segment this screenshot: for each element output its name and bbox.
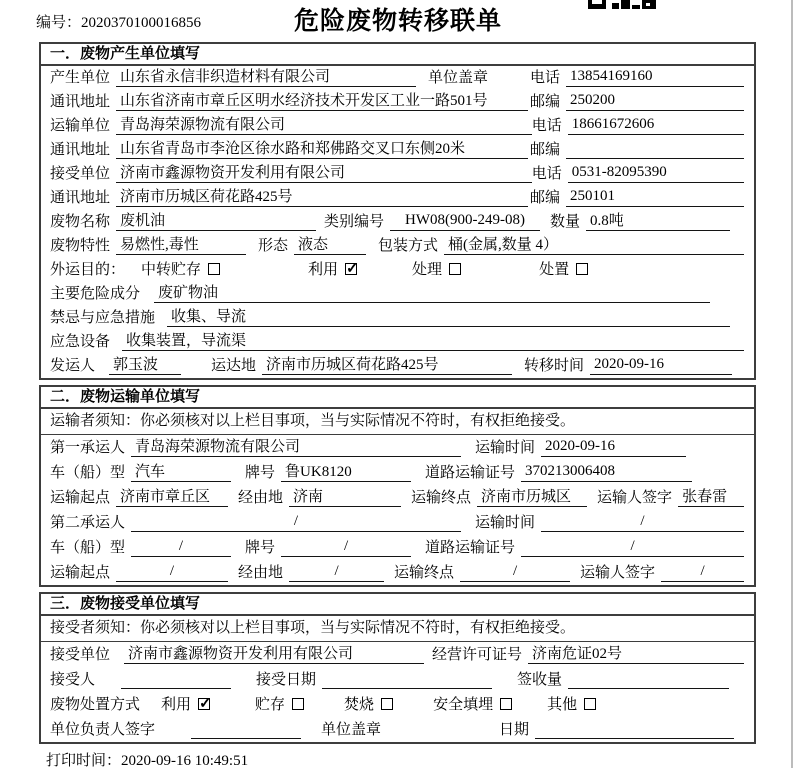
receiver-notice: 接受者须知：你必须核对以上栏目事项，当与实际情况不符时，有权拒绝接受。 bbox=[41, 616, 754, 642]
operate-license-label: 经营许可证号 bbox=[432, 647, 523, 663]
section-transporter-title: 二．废物运输单位填写 bbox=[41, 387, 754, 409]
row-waste-name bbox=[41, 210, 754, 234]
producer-zip-value: 250200 bbox=[566, 92, 744, 111]
origin2-label: 运输起点 bbox=[50, 565, 111, 581]
row-carrier2 bbox=[41, 510, 754, 535]
purpose-option-treat-label: 处理 bbox=[412, 262, 443, 278]
receive-date-label: 接受日期 bbox=[256, 672, 317, 688]
vehicle1-value: 汽车 bbox=[131, 460, 231, 482]
emergency-equipment-value: 收集装置，导流渠 bbox=[122, 329, 744, 351]
transport-address-label: 通讯地址 bbox=[50, 142, 111, 158]
transport-address-value: 山东省青岛市李沧区徐水路和郑佛路交叉口东侧20米 bbox=[116, 137, 528, 159]
category-value: HW08(900-249-08) bbox=[390, 212, 540, 231]
producer-phone-value: 13854169160 bbox=[566, 68, 744, 87]
producer-address-value: 山东省济南市章丘区明水经济技术开发区工业一路501号 bbox=[116, 89, 528, 111]
purpose-option-storage bbox=[141, 258, 220, 279]
waste-name-value: 废机油 bbox=[116, 209, 316, 231]
print-time bbox=[46, 749, 796, 768]
disposal-option-use-label: 利用 bbox=[161, 697, 192, 713]
shipper-value: 郭玉波 bbox=[109, 353, 181, 375]
form-title: 危险废物转移联单 bbox=[293, 8, 502, 35]
seal-date-label: 日期 bbox=[499, 722, 530, 738]
unit-seal-label: 单位盖章 bbox=[428, 70, 489, 86]
checkbox-dispose-icon bbox=[576, 263, 588, 275]
receive-zip-value: 250101 bbox=[566, 188, 744, 207]
road-license2-value: / bbox=[521, 538, 744, 557]
taboo-measures-value: 收集、导流 bbox=[167, 305, 730, 327]
quantity-value: 0.8吨 bbox=[586, 209, 730, 231]
disposal-option-store bbox=[255, 693, 304, 714]
disposal-option-store-label: 贮存 bbox=[255, 697, 286, 713]
transport-unit-label: 运输单位 bbox=[50, 118, 111, 134]
end1-label: 运输终点 bbox=[411, 490, 472, 506]
checkbox-disposal-store-icon bbox=[292, 698, 304, 710]
print-time-value: 2020-09-16 10:49:51 bbox=[121, 753, 249, 768]
transfer-time-label: 转移时间 bbox=[524, 358, 585, 374]
receive-address-value: 济南市历城区荷花路425号 bbox=[116, 185, 528, 207]
checkbox-storage-icon bbox=[208, 263, 220, 275]
receive-phone-value: 0531-82095390 bbox=[568, 164, 744, 183]
plate2-value: / bbox=[281, 538, 411, 557]
page-right-edge bbox=[791, 0, 793, 768]
row-receive-unit-3 bbox=[41, 642, 754, 667]
packing-label: 包装方式 bbox=[378, 238, 439, 254]
receiver-person-value bbox=[121, 670, 231, 689]
row-disposal-method bbox=[41, 692, 754, 717]
taboo-measures-label: 禁忌与应急措施 bbox=[50, 310, 156, 326]
road-license2-label: 道路运输证号 bbox=[425, 540, 516, 556]
waste-traits-value: 易燃性,毒性 bbox=[116, 233, 246, 255]
end1-value: 济南市历城区 bbox=[477, 485, 587, 507]
transport-unit-value: 青岛海荣源物流有限公司 bbox=[116, 113, 532, 135]
plate1-value: 鲁UK8120 bbox=[281, 460, 411, 482]
row-route2 bbox=[41, 560, 754, 585]
sign2-label: 运输人签字 bbox=[580, 565, 656, 581]
section-producer-title: 一．废物产生单位填写 bbox=[41, 44, 754, 66]
received-qty-label: 签收量 bbox=[517, 672, 563, 688]
row-emergency-equipment bbox=[41, 330, 754, 354]
quantity-label: 数量 bbox=[550, 214, 581, 230]
operate-license-value: 济南危证02号 bbox=[528, 642, 744, 664]
section-transporter bbox=[39, 385, 756, 587]
origin2-value: / bbox=[116, 563, 228, 582]
responsible-sign-label: 单位负责人签字 bbox=[50, 722, 156, 738]
checkbox-disposal-burn-icon bbox=[381, 698, 393, 710]
purpose-option-use-label: 利用 bbox=[308, 262, 339, 278]
destination-label: 运达地 bbox=[211, 358, 257, 374]
transfer-time-value: 2020-09-16 bbox=[590, 356, 732, 375]
form-state-value: 液态 bbox=[294, 233, 366, 255]
waste-traits-label: 废物特性 bbox=[50, 238, 111, 254]
transfer-purpose-label: 外运目的： bbox=[50, 262, 126, 278]
row-hazard-component bbox=[41, 282, 754, 306]
row-receive-address bbox=[41, 186, 754, 210]
waste-name-label: 废物名称 bbox=[50, 214, 111, 230]
producer-zip-label: 邮编 bbox=[529, 94, 560, 110]
received-qty-value bbox=[568, 670, 729, 689]
form-state-label: 形态 bbox=[258, 238, 289, 254]
disposal-option-other bbox=[547, 693, 596, 714]
disposal-option-burn bbox=[344, 693, 393, 714]
plate1-label: 牌号 bbox=[245, 465, 276, 481]
row-transfer-purpose bbox=[41, 258, 754, 282]
row-producer-address bbox=[41, 90, 754, 114]
checkbox-use-icon bbox=[345, 263, 357, 275]
purpose-option-treat bbox=[412, 258, 461, 279]
carrier2-label: 第二承运人 bbox=[50, 515, 126, 531]
row-vehicle1 bbox=[41, 460, 754, 485]
hazard-component-label: 主要危险成分 bbox=[50, 286, 141, 302]
carrier1-label: 第一承运人 bbox=[50, 440, 126, 456]
via1-label: 经由地 bbox=[238, 490, 284, 506]
via2-value: / bbox=[289, 563, 384, 582]
disposal-option-use bbox=[161, 693, 210, 714]
disposal-option-other-label: 其他 bbox=[547, 697, 578, 713]
checkbox-disposal-landfill-icon bbox=[500, 698, 512, 710]
receive-unit-value: 济南市鑫源物资开发利用有限公司 bbox=[116, 161, 532, 183]
road-license1-label: 道路运输证号 bbox=[425, 465, 516, 481]
serial-value: 2020370100016856 bbox=[81, 15, 202, 31]
checkbox-disposal-use-icon bbox=[198, 698, 210, 710]
responsible-sign-value bbox=[191, 720, 301, 739]
receive-unit3-label: 接受单位 bbox=[50, 647, 111, 663]
carrier1-value: 青岛海荣源物流有限公司 bbox=[131, 435, 461, 457]
purpose-option-storage-label: 中转贮存 bbox=[141, 262, 202, 278]
row-receiver-person bbox=[41, 667, 754, 692]
receive-zip-label: 邮编 bbox=[529, 190, 560, 206]
form-header bbox=[0, 0, 796, 42]
transport-phone-value: 18661672606 bbox=[568, 116, 744, 135]
transport-time2-value: / bbox=[541, 513, 744, 532]
row-receive-unit bbox=[41, 162, 754, 186]
receive-phone-label: 电话 bbox=[531, 166, 562, 182]
vehicle1-label: 车（船）型 bbox=[50, 465, 126, 481]
transport-phone-label: 电话 bbox=[531, 118, 562, 134]
row-producer-unit bbox=[41, 66, 754, 90]
origin1-value: 济南市章丘区 bbox=[116, 485, 228, 507]
vehicle2-value: / bbox=[131, 538, 231, 557]
row-taboo-measures bbox=[41, 306, 754, 330]
row-vehicle2 bbox=[41, 535, 754, 560]
hazard-component-value: 废矿物油 bbox=[154, 281, 710, 303]
row-transport-unit bbox=[41, 114, 754, 138]
transporter-notice: 运输者须知：你必须核对以上栏目事项，当与实际情况不符时，有权拒绝接受。 bbox=[41, 409, 754, 435]
checkbox-treat-icon bbox=[449, 263, 461, 275]
sign1-value: 张春雷 bbox=[678, 485, 744, 507]
disposal-method-label: 废物处置方式 bbox=[50, 697, 141, 713]
sign2-value: / bbox=[661, 563, 744, 582]
qr-code-fragment bbox=[588, 0, 656, 9]
purpose-option-use bbox=[308, 258, 357, 279]
producer-phone-label: 电话 bbox=[529, 70, 560, 86]
end2-label: 运输终点 bbox=[394, 565, 455, 581]
receive-date-value bbox=[322, 670, 492, 689]
section-receiver-title: 三．废物接受单位填写 bbox=[41, 594, 754, 616]
transport-time1-value: 2020-09-16 bbox=[541, 438, 686, 457]
row-shipper bbox=[41, 354, 754, 378]
transport-zip-value bbox=[566, 140, 744, 159]
via1-value: 济南 bbox=[289, 485, 401, 507]
emergency-equipment-label: 应急设备 bbox=[50, 334, 111, 350]
via2-label: 经由地 bbox=[238, 565, 284, 581]
section-receiver bbox=[39, 592, 756, 744]
row-carrier1 bbox=[41, 435, 754, 460]
receiver-person-label: 接受人 bbox=[50, 672, 96, 688]
shipper-label: 发运人 bbox=[50, 358, 96, 374]
producer-unit-label: 产生单位 bbox=[50, 70, 111, 86]
row-route1 bbox=[41, 485, 754, 510]
unit-seal3-label: 单位盖章 bbox=[321, 722, 382, 738]
road-license1-value: 370213006408 bbox=[521, 463, 692, 482]
producer-address-label: 通讯地址 bbox=[50, 94, 111, 110]
purpose-option-dispose-label: 处置 bbox=[539, 262, 570, 278]
plate2-label: 牌号 bbox=[245, 540, 276, 556]
end2-value: / bbox=[460, 563, 570, 582]
disposal-option-landfill bbox=[433, 693, 512, 714]
serial-label: 编号： bbox=[36, 15, 82, 31]
carrier2-value: / bbox=[131, 513, 461, 532]
transport-time1-label: 运输时间 bbox=[475, 440, 536, 456]
transport-zip-label: 邮编 bbox=[529, 142, 560, 158]
section-producer bbox=[39, 42, 756, 380]
vehicle2-label: 车（船）型 bbox=[50, 540, 126, 556]
origin1-label: 运输起点 bbox=[50, 490, 111, 506]
packing-value: 桶(金属,数量 4） bbox=[444, 233, 744, 255]
destination-value: 济南市历城区荷花路425号 bbox=[262, 353, 512, 375]
seal-date-value bbox=[535, 720, 734, 739]
row-transport-address bbox=[41, 138, 754, 162]
transport-time2-label: 运输时间 bbox=[475, 515, 536, 531]
purpose-option-dispose bbox=[539, 258, 588, 279]
disposal-option-burn-label: 焚烧 bbox=[344, 697, 375, 713]
receive-address-label: 通讯地址 bbox=[50, 190, 111, 206]
row-waste-traits bbox=[41, 234, 754, 258]
producer-unit-value: 山东省永信非织造材料有限公司 bbox=[116, 65, 416, 87]
disposal-option-landfill-label: 安全填埋 bbox=[433, 697, 494, 713]
sign1-label: 运输人签字 bbox=[597, 490, 673, 506]
receive-unit-label: 接受单位 bbox=[50, 166, 111, 182]
category-label: 类别编号 bbox=[324, 214, 385, 230]
checkbox-disposal-other-icon bbox=[584, 698, 596, 710]
row-responsible-sign bbox=[41, 717, 754, 742]
print-time-label: 打印时间： bbox=[46, 753, 122, 768]
receive-unit3-value: 济南市鑫源物资开发利用有限公司 bbox=[124, 642, 424, 664]
